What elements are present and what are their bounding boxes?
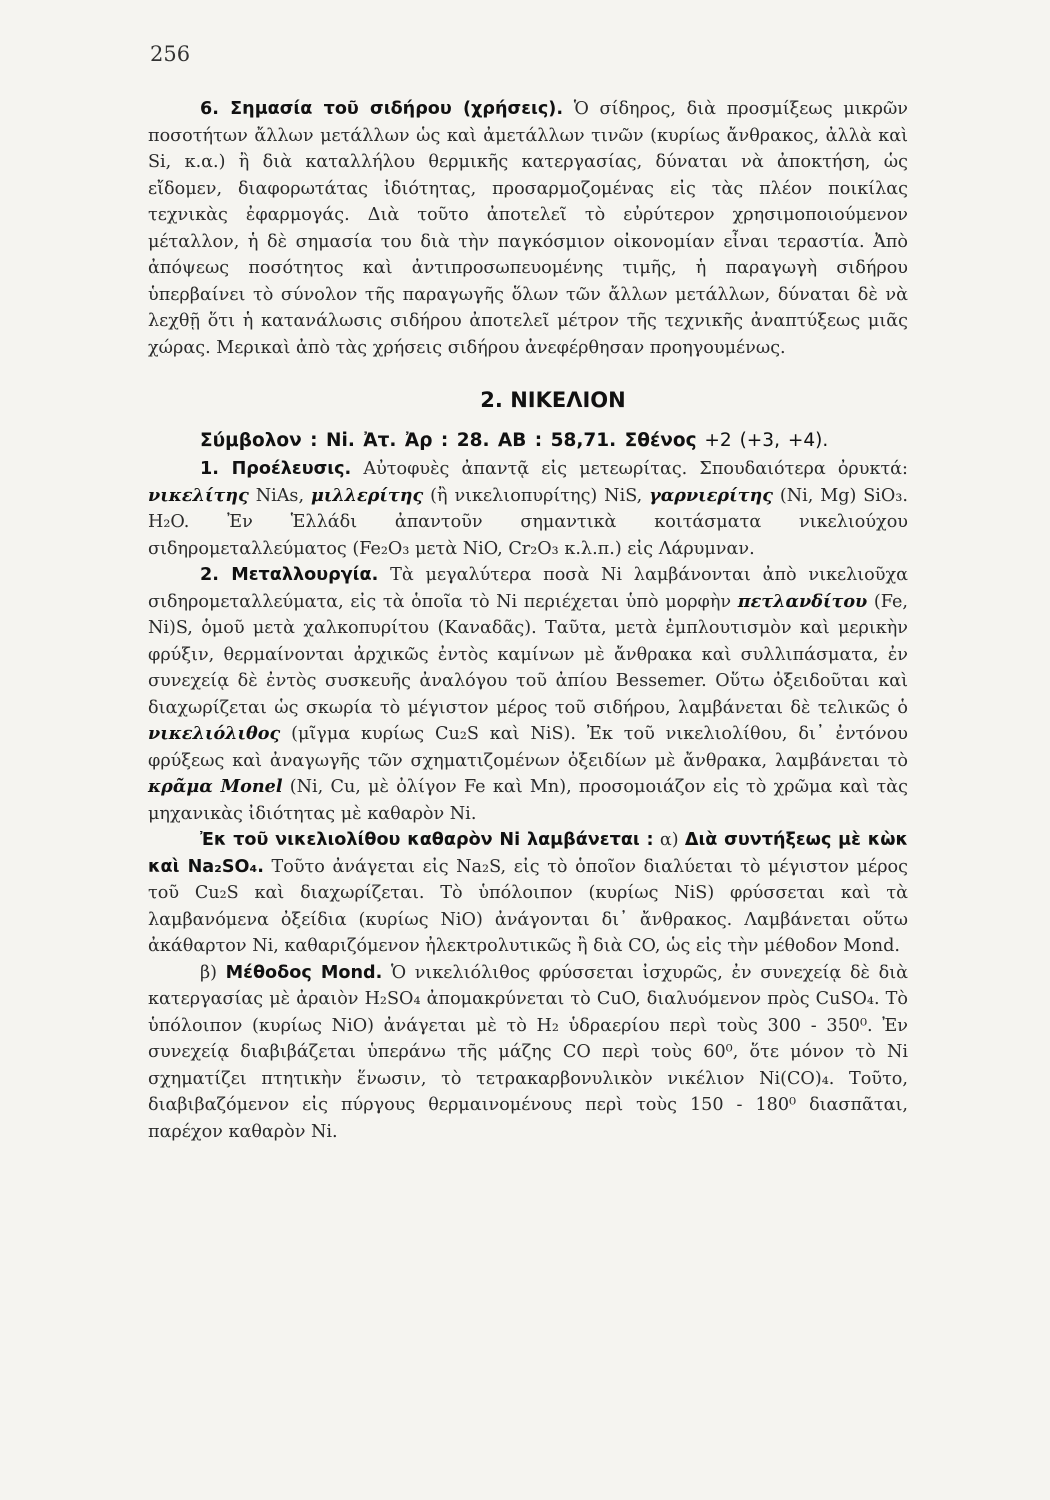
method-mond-title: Μέθοδος Mond. <box>225 962 383 983</box>
paragraph-text: (ἢ νικελιοπυρίτης) NiS, <box>423 485 650 506</box>
subheading-pure-nickel: Ἐκ τοῦ νικελιολίθου καθαρὸν Ni λαμβάνεται : <box>200 830 654 850</box>
section-title-origin: 1. Προέλευσις. <box>200 459 352 479</box>
mineral-name: γαρνιερίτης <box>649 484 773 506</box>
paragraph-iron-uses <box>148 96 908 361</box>
page-body <box>148 96 908 1145</box>
method-fusion-title: Διὰ συντήξεως μὲ κὼκ καὶ Na₂SO₄. <box>148 830 908 877</box>
mineral-name: πετλανδίτου <box>737 590 868 612</box>
paragraph-mond-method <box>148 960 908 1146</box>
paragraph-text: (μῖγμα κυρίως Cu₂S καὶ NiS). Ἐκ τοῦ νικελιολίθου, δι᾽ ἐντόνου φρύξεως καὶ ἀναγωγῆς τῶν σχηματιζομένων ὀξειδίων μὲ ἄνθρακα, λαμβάνεται τὸ <box>148 724 908 771</box>
section-title-iron-uses: 6. Σημασία τοῦ σιδήρου (χρήσεις). <box>200 99 564 119</box>
mineral-name: μιλλερίτης <box>310 484 424 506</box>
paragraph-text: Ὁ νικελιόλιθος φρύσσεται ἰσχυρῶς, ἐν συνεχείᾳ δὲ διὰ κατεργασίας μὲ ἀραιὸν H₂SO₄ ἀπομακρύνεται τὸ CuO, διαλυόμενον πρὸς CuSO₄. Τὸ ὑπόλοιπον (κυρίως NiO) ἀνάγεται μὲ τὸ H₂ ὑδραερίου περὶ τοὺς 300 - 350⁰. Ἐν συνεχείᾳ διαβιβάζεται ὑπεράνω τῆς μάζης CO περὶ τοὺς 60⁰, ὅτε μόνον τὸ Ni σχηματίζει πτητικὴν ἕνωσιν, τὸ τετρακαρβονυλικὸν νικέλιον Ni(CO)₄. Τοῦτο, διαβιβαζόμενον εἰς πύργους θερμαινομένους περὶ τοὺς 150 - 180⁰ διασπᾶται, παρέχον καθαρὸν Ni. <box>148 962 908 1142</box>
symbol-line-label: Σύμβολον : Ni. Ἀτ. Ἀρ : 28. ΑΒ : 58,71. Σθένος <box>200 429 697 451</box>
paragraph-text: (Ni, Mg) SiO₃. H₂O. Ἐν Ἑλλάδι ἀπαντοῦν σημαντικὰ κοιτάσματα νικελιούχου σιδηρομεταλλεύματος (Fe₂O₃ μετὰ NiO, Cr₂O₃ κ.λ.π.) εἰς Λάρυμναν. <box>148 485 908 559</box>
paragraph-text: (Ni, Cu, μὲ ὀλίγον Fe καὶ Mn), προσομοιάζον εἰς τὸ χρῶμα καὶ τὰς μηχανικὰς ἰδιότητας μὲ καθαρὸν Ni. <box>148 777 908 824</box>
paragraph-text: (Fe, Ni)S, ὁμοῦ μετὰ χαλκοπυρίτου (Καναδᾶς). Ταῦτα, μετὰ ἐμπλουτισμὸν καὶ μερικὴν φρύξιν, θερμαίνονται ἀρχικῶς ἐντὸς καμίνων μὲ ἄνθρακα καὶ συλλιπάσματα, ἐν συνεχείᾳ δὲ ἐντὸς συσκευῆς ἀναλόγου τοῦ ἀπίου Bessemer. Οὕτω ὀξειδοῦται καὶ διαχωρίζεται ὡς σκωρία τὸ μέγιστον μέρος τοῦ σιδήρου, λαμβάνεται δὲ τελικῶς ὁ <box>148 591 908 718</box>
paragraph-pure-nickel <box>148 827 908 960</box>
paragraph-text: Τοῦτο ἀνάγεται εἰς Na₂S, εἰς τὸ ὁποῖον διαλύεται τὸ μέγιστον μέρος τοῦ Cu₂S καὶ διαχωρίζεται. Τὸ ὑπόλοιπον (κυρίως NiS) φρύσσεται καὶ τὰ λαμβανόμενα ὀξείδια (κυρίως NiO) ἀνάγονται δι᾽ ἄνθρακος. Λαμβάνεται οὕτω ἀκάθαρτον Ni, καθαριζόμενον ἠλεκτρολυτικῶς ἢ διὰ CO, ὡς εἰς τὴν μέθοδον Mond. <box>148 856 908 956</box>
element-symbol-line <box>200 428 908 455</box>
valence-values: +2 (+3, +4). <box>696 429 829 451</box>
paragraph-text: Αὐτοφυὲς ἀπαντᾷ εἰς μετεωρίτας. Σπουδαιότερα ὀρυκτά: <box>351 459 908 479</box>
paragraph-origin <box>148 456 908 562</box>
mineral-name: νικελίτης <box>148 484 249 506</box>
paragraph-metallurgy <box>148 562 908 827</box>
paragraph-text: Τὰ μεγαλύτερα ποσὰ Ni λαμβάνονται ἀπὸ νικελιοῦχα σιδηρομεταλλεύματα, εἰς τὰ ὁποῖα τὸ Ni περιέχεται ὑπὸ μορφὴν <box>148 565 909 612</box>
paragraph-text: NiAs, <box>248 485 311 506</box>
paragraph-text: Ὁ σίδηρος, διὰ προσμίξεως μικρῶν ποσοτήτων ἄλλων μετάλλων ὡς καὶ ἀμετάλλων τινῶν (κυρίως ἄνθρακος, ἀλλὰ καὶ Si, κ.α.) ἢ διὰ καταλλήλου θερμικῆς κατεργασίας, δύναται νὰ ἀποκτήση, ὡς εἴδομεν, διαφορωτάτας ἰδιότητας, προσαρμοζομένας εἰς τὰς πλέον ποικίλας τεχνικὰς ἐφαρμογάς. Διὰ τοῦτο ἀποτελεῖ τὸ εὐρύτερον χρησιμοποιούμενον μέταλλον, ἡ δὲ σημασία του διὰ τὴν παγκόσμιον οἰκονομίαν εἶναι τεραστία. Ἀπὸ ἀπόψεως ποσότητος καὶ ἀντιπροσωπευομένης τιμῆς, ἡ παραγωγὴ σιδήρου ὑπερβαίνει τὸ σύνολον τῆς παραγωγῆς ὅλων τῶν ἄλλων μετάλλων, δύναται δὲ νὰ λεχθῇ ὅτι ἡ κατανάλωσις σιδήρου ἀποτελεῖ μέτρον τῆς τεχνικῆς ἀναπτύξεως μιᾶς χώρας. Μερικαὶ ἀπὸ τὰς χρήσεις σιδήρου ἀνεφέρθησαν προηγουμένως. <box>148 99 909 358</box>
page-number: 256 <box>150 42 191 66</box>
list-marker: β) <box>200 962 226 983</box>
paragraph-text: α) <box>653 830 685 850</box>
alloy-name: κρᾶμα Monel <box>148 776 283 797</box>
section-title-metallurgy: 2. Μεταλλουργία. <box>200 565 379 585</box>
product-name: νικελιόλιθος <box>148 723 281 744</box>
chapter-heading: 2. ΝΙΚΕΛΙΟΝ <box>480 388 626 412</box>
